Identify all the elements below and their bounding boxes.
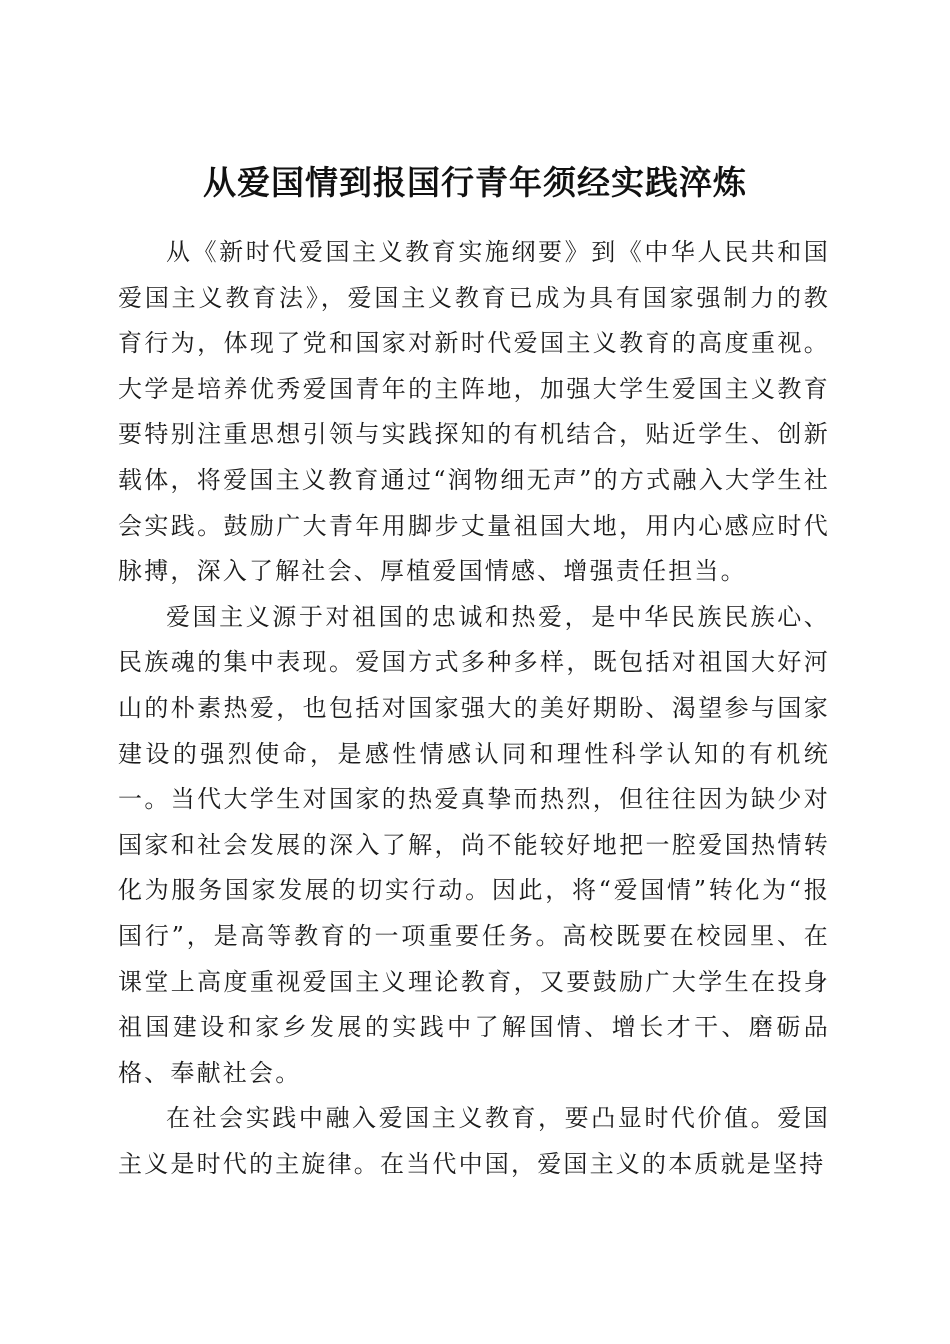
document-body [118,230,830,1187]
document-title: 从爱国情到报国行青年须经实践淬炼 [203,163,747,203]
paragraph-2: 爱国主义源于对祖国的忠诚和热爱，是中华民族民族心、民族魂的集中表现。爱国方式多种多样，既包括对祖国大好河山的朴素热爱，也包括对国家强大的美好期盼、渴望参与国家建设的强烈使命，是感性情感认同和理性科学认知的有机统一。当代大学生对国家的热爱真挚而热烈，但往往因为缺少对国家和社会发展的深入了解，尚不能较好地把一腔爱国热情转化为服务国家发展的切实行动。因此，将“爱国情”转化为“报国行”，是高等教育的一项重要任务。高校既要在校园里、在课堂上高度重视爱国主义理论教育，又要鼓励广大学生在投身祖国建设和家乡发展的实践中了解国情、增长才干、磨砺品格、奉献社会。 [118,602,830,1087]
paragraph-3: 在社会实践中融入爱国主义教育，要凸显时代价值。爱国主义是时代的主旋律。在当代中国，爱国主义的本质就是坚持 [118,1104,830,1178]
paragraph-1: 从《新时代爱国主义教育实施纲要》到《中华人民共和国爱国主义教育法》，爱国主义教育已成为具有国家强制力的教育行为，体现了党和国家对新时代爱国主义教育的高度重视。大学是培养优秀爱国青年的主阵地，加强大学生爱国主义教育要特别注重思想引领与实践探知的有机结合，贴近学生、创新载体，将爱国主义教育通过“润物细无声”的方式融入大学生社会实践。鼓励广大青年用脚步丈量祖国大地，用内心感应时代脉搏，深入了解社会、厚植爱国情感、增强责任担当。 [118,238,830,586]
